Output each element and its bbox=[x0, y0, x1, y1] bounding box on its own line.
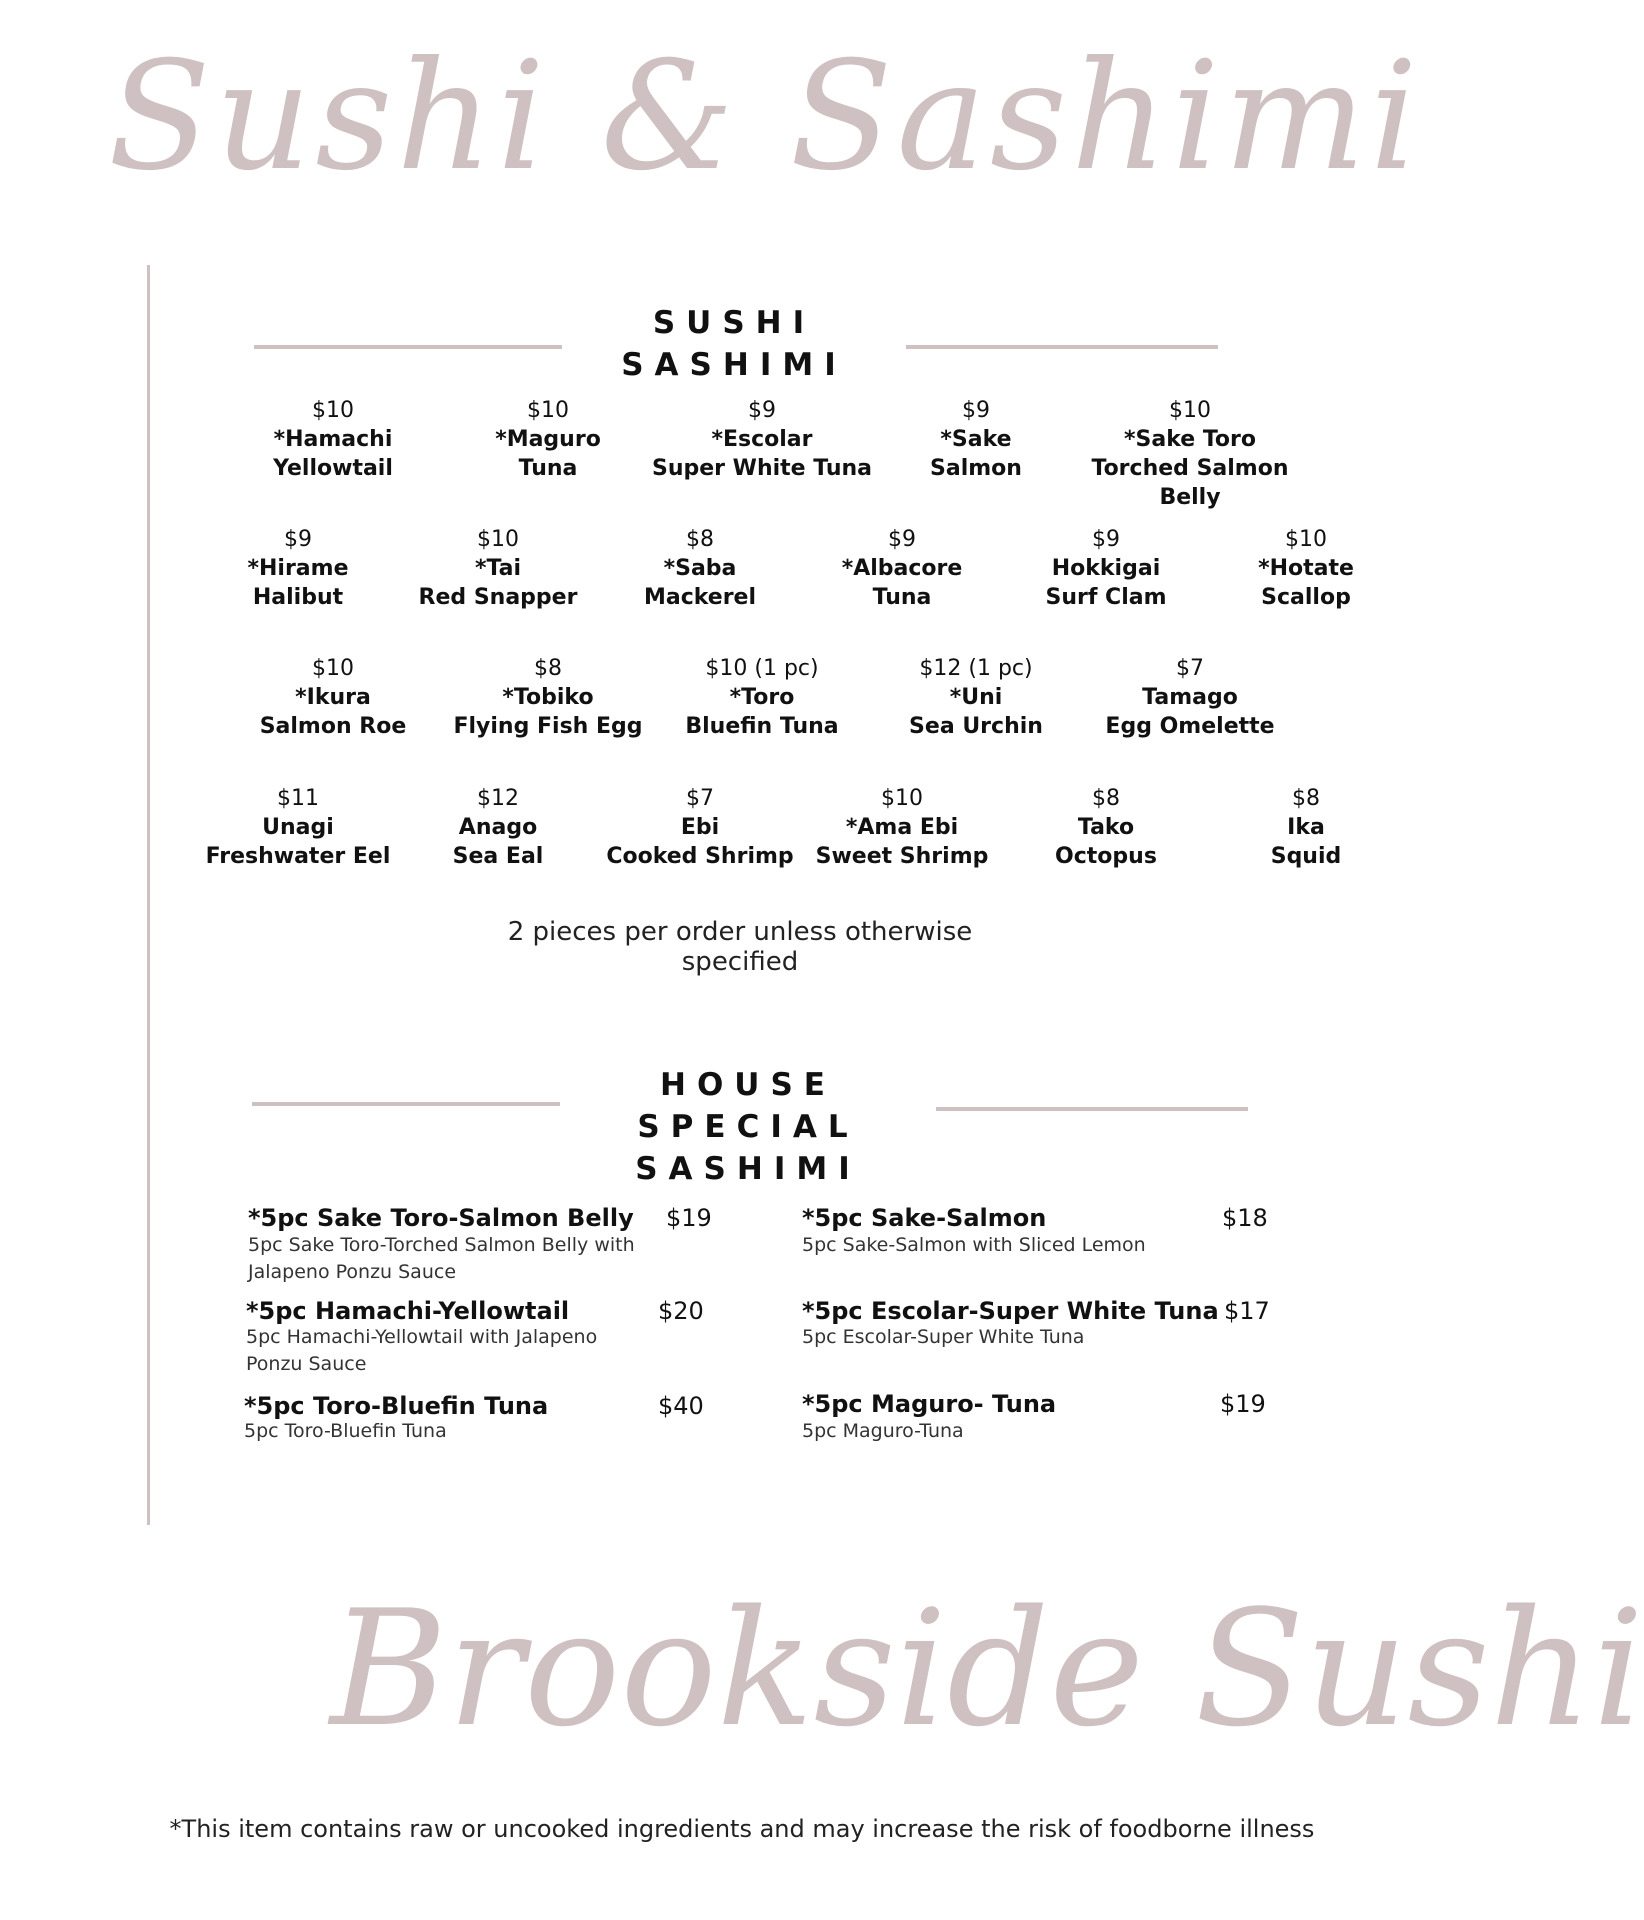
item-name: Unagi bbox=[262, 815, 334, 840]
sushi-heading-line1: SUSHI bbox=[652, 305, 816, 341]
special-item-price: $19 bbox=[1220, 1390, 1266, 1418]
item-desc: Salmon bbox=[930, 456, 1022, 481]
brand-script-logo: Brookside Sushi bbox=[330, 1575, 1644, 1762]
menu-item bbox=[438, 654, 658, 741]
special-item-name: *5pc Maguro- Tuna bbox=[802, 1390, 1057, 1418]
menu-item bbox=[198, 784, 398, 871]
raw-food-disclaimer: *This item contains raw or uncooked ingredients and may increase the risk of foodborne illness bbox=[169, 1815, 1315, 1843]
menu-item bbox=[1060, 396, 1320, 512]
item-price: $7 bbox=[686, 786, 714, 811]
item-name: *Albacore bbox=[841, 556, 963, 581]
special-item-name: *5pc Sake Toro-Salmon Belly bbox=[248, 1204, 634, 1232]
item-name: *Ikura bbox=[295, 685, 371, 710]
special-item-name: *5pc Hamachi-Yellowtail bbox=[246, 1297, 570, 1325]
menu-item bbox=[802, 784, 1002, 871]
house-special-heading-line1: HOUSE SPECIAL bbox=[637, 1067, 859, 1145]
item-desc: Flying Fish Egg bbox=[453, 714, 643, 739]
item-price: $10 bbox=[881, 786, 923, 811]
item-price: $8 bbox=[534, 656, 562, 681]
item-price: $12 (1 pc) bbox=[919, 656, 1033, 681]
item-price: $10 bbox=[527, 398, 569, 423]
special-item-price: $19 bbox=[666, 1204, 712, 1232]
item-price: $10 (1 pc) bbox=[705, 656, 819, 681]
item-desc: Salmon Roe bbox=[259, 714, 407, 739]
item-desc: Scallop bbox=[1261, 585, 1351, 610]
menu-item bbox=[866, 396, 1086, 483]
item-price: $9 bbox=[962, 398, 990, 423]
item-desc: Surf Clam bbox=[1045, 585, 1167, 610]
menu-item bbox=[652, 654, 872, 741]
item-name: *Hirame bbox=[247, 556, 349, 581]
item-desc: Bluefin Tuna bbox=[685, 714, 839, 739]
item-desc: Tuna bbox=[518, 456, 578, 481]
heading-rule-right bbox=[936, 1107, 1248, 1111]
item-desc: Super White Tuna bbox=[652, 456, 873, 481]
special-item-desc: 5pc Sake-Salmon with Sliced Lemon bbox=[802, 1234, 1146, 1256]
menu-item bbox=[600, 525, 800, 612]
sushi-heading bbox=[562, 302, 906, 386]
heading-rule-right bbox=[906, 345, 1218, 349]
special-item-desc: 5pc Maguro-Tuna bbox=[802, 1420, 964, 1442]
special-item-name: *5pc Escolar-Super White Tuna bbox=[802, 1297, 1219, 1325]
heading-rule-left bbox=[252, 1102, 560, 1106]
special-item-desc: 5pc Toro-Bluefin Tuna bbox=[244, 1420, 447, 1442]
house-special-heading bbox=[560, 1064, 936, 1190]
item-desc: Octopus bbox=[1055, 844, 1157, 869]
special-item-name: *5pc Toro-Bluefin Tuna bbox=[244, 1392, 549, 1420]
item-desc: Squid bbox=[1270, 844, 1342, 869]
pieces-note: 2 pieces per order unless otherwise specified bbox=[507, 917, 973, 977]
special-item-desc: 5pc Hamachi-Yellowtail with Jalapeno Ponzu Sauce bbox=[246, 1326, 598, 1375]
item-name: *Uni bbox=[949, 685, 1003, 710]
menu-item bbox=[1216, 784, 1396, 871]
menu-item bbox=[1006, 784, 1206, 871]
menu-item bbox=[398, 525, 598, 612]
item-desc: Sweet Shrimp bbox=[815, 844, 989, 869]
house-special-heading-line2: SASHIMI bbox=[635, 1151, 861, 1187]
item-price: $9 bbox=[748, 398, 776, 423]
menu-item bbox=[866, 654, 1086, 741]
item-name: Hokkigai bbox=[1051, 556, 1161, 581]
item-desc: Egg Omelette bbox=[1105, 714, 1275, 739]
item-name: Tako bbox=[1077, 815, 1135, 840]
menu-item bbox=[600, 784, 800, 871]
special-item-desc: 5pc Escolar-Super White Tuna bbox=[802, 1326, 1085, 1348]
item-name: *Toro bbox=[729, 685, 795, 710]
menu-item bbox=[1080, 654, 1300, 741]
menu-item bbox=[1006, 525, 1206, 612]
item-desc: Torched Salmon Belly bbox=[1091, 456, 1289, 510]
item-price: $10 bbox=[1169, 398, 1211, 423]
menu-item bbox=[198, 525, 398, 612]
menu-item bbox=[223, 654, 443, 741]
left-vertical-divider bbox=[147, 265, 150, 1525]
item-price: $8 bbox=[1092, 786, 1120, 811]
item-name: *Sake Toro bbox=[1124, 427, 1256, 452]
item-name: *Ama Ebi bbox=[845, 815, 959, 840]
menu-item bbox=[398, 784, 598, 871]
item-desc: Sea Eal bbox=[452, 844, 544, 869]
item-name: *Tai bbox=[474, 556, 522, 581]
item-name: Ebi bbox=[680, 815, 720, 840]
item-desc: Red Snapper bbox=[418, 585, 578, 610]
special-item-name: *5pc Sake-Salmon bbox=[802, 1204, 1047, 1232]
special-item-desc: 5pc Sake Toro-Torched Salmon Belly with Jalapeno Ponzu Sauce bbox=[248, 1234, 635, 1283]
item-name: *Hamachi bbox=[273, 427, 393, 452]
item-desc: Halibut bbox=[252, 585, 344, 610]
item-price: $9 bbox=[888, 527, 916, 552]
sushi-heading-line2: SASHIMI bbox=[621, 347, 847, 383]
item-price: $10 bbox=[1285, 527, 1327, 552]
special-item-price: $40 bbox=[658, 1392, 704, 1420]
item-price: $9 bbox=[1092, 527, 1120, 552]
special-item-price: $20 bbox=[658, 1297, 704, 1325]
item-price: $7 bbox=[1176, 656, 1204, 681]
item-name: Tamago bbox=[1142, 685, 1238, 710]
item-name: Anago bbox=[458, 815, 538, 840]
item-name: *Maguro bbox=[495, 427, 601, 452]
item-name: *Sake bbox=[940, 427, 1012, 452]
item-price: $11 bbox=[277, 786, 319, 811]
item-desc: Yellowtail bbox=[273, 456, 393, 481]
menu-item bbox=[802, 525, 1002, 612]
special-item-price: $17 bbox=[1224, 1297, 1270, 1325]
item-name: *Tobiko bbox=[502, 685, 594, 710]
item-price: $12 bbox=[477, 786, 519, 811]
script-title: Sushi & Sashimi bbox=[108, 30, 1422, 204]
item-price: $10 bbox=[477, 527, 519, 552]
item-name: *Saba bbox=[663, 556, 737, 581]
menu-item bbox=[223, 396, 443, 483]
item-name: *Hotate bbox=[1258, 556, 1354, 581]
item-price: $8 bbox=[1292, 786, 1320, 811]
menu-item bbox=[1216, 525, 1396, 612]
menu-item bbox=[652, 396, 872, 483]
special-item-price: $18 bbox=[1222, 1204, 1268, 1232]
item-desc: Freshwater Eel bbox=[205, 844, 391, 869]
item-price: $10 bbox=[312, 656, 354, 681]
item-name: Ika bbox=[1287, 815, 1325, 840]
item-name: *Escolar bbox=[711, 427, 813, 452]
item-desc: Mackerel bbox=[643, 585, 757, 610]
item-desc: Sea Urchin bbox=[909, 714, 1043, 739]
menu-item bbox=[438, 396, 658, 483]
item-price: $8 bbox=[686, 527, 714, 552]
item-price: $10 bbox=[312, 398, 354, 423]
heading-rule-left bbox=[254, 345, 562, 349]
item-price: $9 bbox=[284, 527, 312, 552]
item-desc: Cooked Shrimp bbox=[606, 844, 794, 869]
item-desc: Tuna bbox=[872, 585, 932, 610]
